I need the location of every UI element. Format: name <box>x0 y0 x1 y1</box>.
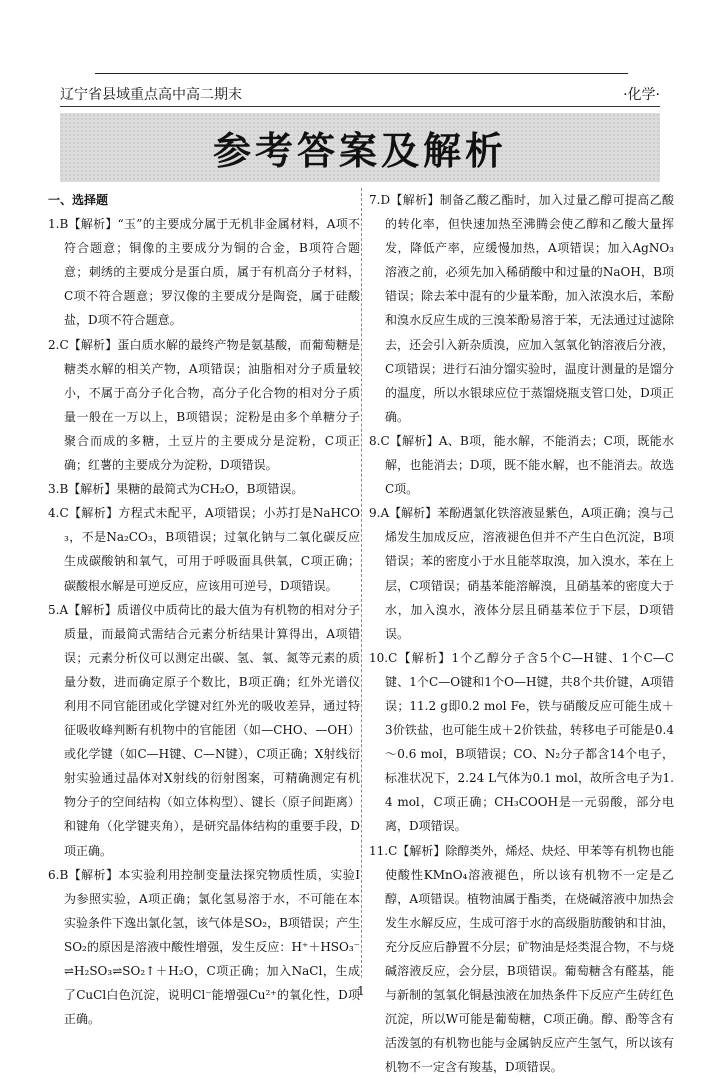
answer-8: 8.C【解析】A、B项，能水解，不能消去；C项，既能水解，也能消去；D项，既不能水解，也不能消去。故选C项。 <box>369 433 674 497</box>
answer-11: 11.C【解析】除醇类外，烯烃、炔烃、甲苯等有机物也能使酸性KMnO₄溶液褪色，所以该有机物不一定是乙醇，A项错误。植物油属于酯类，在烧碱溶液中加热会发生水解反应，生成可溶于水的高级脂肪酸钠和甘油，充分反应后静置不分层；矿物油是烃类混合物，不与烧碱溶液反应，会分层，B项错误。葡萄糖含有醛基，能与新制的氢氧化铜悬浊液在加热条件下反应产生砖红色沉淀，所以W可能是葡萄糖，C项正确。醇、酚等含有活泼氢的有机物也能与金属钠反应产生氢气，所以该有机物不一定含有羧基，D项错误。 <box>369 843 674 1075</box>
answer-10: 10.C【解析】1个乙醇分子含5个C—H键、1个C—C键、1个C—O键和1个O—H键，共8个共价键，A项错误；11.2 g即0.2 mol Fe，铁与硝酸反应可能生成＋3价铁盐，也可能生成＋2价铁盐，转移电子可能是0.4～0.6 mol，B项错误；CO、N₂分子都含14个电子，标准状况下，2.24 L气体为0.1 mol，故所含电子为1.4 mol，C项正确；CH₃COOH是一元弱酸，部分电离，D项错误。 <box>369 650 674 834</box>
answer-3: 3.B【解析】果糖的最简式为CH₂O，B项错误。 <box>48 482 304 497</box>
section-heading: 一、选择题 <box>48 193 109 207</box>
answer-2: 2.C【解析】蛋白质水解的最终产物是氨基酸，而葡萄糖是糖类水解的相关产物，A项错误；油脂相对分子质量较小，不属于高分子化合物，高分子化合物的相对分子质量一般在一万以上，B项错误；淀粉是由多个单糖分子聚合而成的多糖，土豆片的主要成分是淀粉，C项正确；红薯的主要成分为淀粉，D项错误。 <box>48 337 360 473</box>
banner-title: 参考答案及解析 <box>212 129 507 173</box>
answer-9: 9.A【解析】苯酚遇氯化铁溶液显紫色，A项正确；溴与己烯发生加成反应，溶液褪色但并不产生白色沉淀，B项错误；苯的密度小于水且能萃取溴，加入溴水，苯在上层，C项错误；硝基苯能溶解溴，且硝基苯的密度大于水，加入溴水，液体分层且硝基苯位于下层，D项错误。 <box>369 506 674 641</box>
right-column <box>369 188 674 1079</box>
answer-7: 7.D【解析】制备乙酸乙酯时，加入过量乙醇可提高乙酸的转化率，但快速加热至沸腾会使乙醇和乙酸大量挥发，降低产率，应缓慢加热，A项错误；加入AgNO₃溶液之前，必须先加入稀硝酸中和过量的NaOH，B项错误；除去苯中混有的少量苯酚，加入浓溴水后，苯酚和溴水反应生成的三溴苯酚易溶于苯，无法通过过滤除去，还会引入新杂质溴，应加入氢氧化钠溶液后分液，C项错误；进行石油分馏实验时，温度计测量的是馏分的温度，所以水银球应位于蒸馏烧瓶支管口处，D项正确。 <box>369 193 674 424</box>
answer-4: 4.C【解析】方程式未配平，A项错误；小苏打是NaHCO₃，不是Na₂CO₃，B项错误；过氧化钠与二氧化碳反应生成碳酸钠和氧气，可用于呼吸面具供氧，C项正确；碳酸根水解是可逆反应，应该用可逆号，D项错误。 <box>48 506 360 593</box>
left-column <box>48 188 360 1031</box>
subject-label: ·化学· <box>623 87 660 103</box>
page-number: 1 <box>357 984 365 998</box>
answer-1: 1.B【解析】“玉”的主要成分属于无机非金属材料，A项不符合题意；铜像的主要成分为铜的合金，B项符合题意；刺绣的主要成分是蛋白质，属于有机高分子材料，C项不符合题意；罗汉像的主要成分是陶瓷，属于硅酸盐，D项不符合题意。 <box>48 217 360 328</box>
column-divider <box>361 188 362 978</box>
answer-5: 5.A【解析】质谱仪中质荷比的最大值为有机物的相对分子质量，而最简式需结合元素分析结果计算得出，A项错误；元素分析仪可以测定出碳、氢、氧、氮等元素的质量分数，进而确定原子个数比，B项正确；红外光谱仪利用不同官能团或化学键对红外光的吸收差异，通过特征吸收峰判断有机物中的官能团（如—CHO、—OH）或化学键（如C—H键、C—N键），C项正确；X射线衍射实验通过晶体对X射线的衍射图案，可精确测定有机物分子的空间结构（如立体构型）、键长（原子间距离）和键角（化学键夹角），是研究晶体结构的重要手段，D项正确。 <box>48 602 360 858</box>
answer-6: 6.B【解析】本实验利用控制变量法探究物质性质，实验Ⅰ为参照实验，A项正确；氯化氢易溶于水，不可能在本实验条件下逸出氯化氢，该气体是SO₂，B项错误；产生SO₂的原因是溶液中酸性增强，发生反应：H⁺＋HSO₃⁻⇌H₂SO₃⇌SO₂↑＋H₂O，C项正确；加入NaCl，生成了CuCl白色沉淀，说明Cl⁻能增强Cu²⁺的氧化性，D项正确。 <box>48 867 360 1027</box>
title-banner <box>60 113 660 182</box>
top-rule <box>95 73 628 74</box>
exam-title: 辽宁省县域重点高中高二期末 <box>60 87 242 103</box>
header-rule <box>60 106 660 107</box>
